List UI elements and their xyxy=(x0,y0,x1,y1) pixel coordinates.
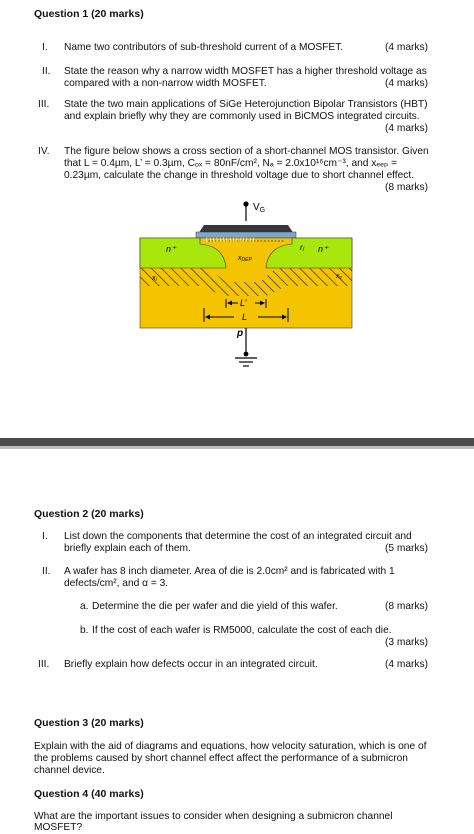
q1-item2-line2: compared with a non-narrow width MOSFET. xyxy=(64,78,267,89)
q1-item4-line2: that L = 0.4µm, L’ = 0.3µm, Cₒₓ = 80nF/cm², Nₐ = 2.0x10¹⁶cm⁻³, and xₑₑₚ = xyxy=(64,158,398,169)
n-plus-right-label: n⁺ xyxy=(318,244,328,254)
mosfet-cross-section-figure xyxy=(138,196,358,376)
xd-right-label: xₑ xyxy=(336,273,343,280)
q2-item2-line1: A wafer has 8 inch diameter. Area of die is 2.0cm² and is fabricated with 1 xyxy=(64,566,395,577)
q1-item3-line1: State the two main applications of SiGe Heterojunction Bipolar Transistors (HBT) xyxy=(64,99,428,110)
q1-item3-marks: (4 marks) xyxy=(384,123,428,134)
q1-item2-line1: State the reason why a narrow width MOSFET has a higher threshold voltage as xyxy=(64,66,427,77)
q1-item1-text: Name two contributors of sub-threshold current of a MOSFET. xyxy=(64,42,344,53)
xdep-label: xDEP xyxy=(238,255,252,263)
svg-text:I I I I I I I I I I I I I I I: I I I I I I I I I I I I I I I xyxy=(206,238,255,244)
q2-sub-b-number: b. xyxy=(80,625,89,636)
q2-sub-b-marks: (3 marks) xyxy=(384,637,428,648)
q2-heading: Question 2 (20 marks) xyxy=(34,508,144,520)
q1-item2-number: II. xyxy=(42,66,51,77)
xj-left-label: xⱼ xyxy=(152,275,157,282)
q2-item2-number: II. xyxy=(42,566,51,577)
gate-terminal-node xyxy=(243,201,248,206)
q2-sub-a-text: Determine the die per wafer and die yield of this wafer. xyxy=(92,601,338,612)
q4-heading: Question 4 (40 marks) xyxy=(34,788,144,800)
page-separator-shadow xyxy=(0,446,474,449)
q2-item1-number: I. xyxy=(42,531,48,542)
q2-item3-number: III. xyxy=(38,659,50,670)
q2-sub-a-marks: (8 marks) xyxy=(384,601,428,612)
q1-item1-marks: (4 marks) xyxy=(384,42,428,53)
l-prime-label: L’ xyxy=(240,298,247,308)
q1-item1-number: I. xyxy=(42,42,48,53)
l-label: L xyxy=(242,312,248,322)
channel-charge-marks xyxy=(206,238,255,244)
q2-item1-line1: List down the components that determine the cost of an integrated circuit and xyxy=(64,531,412,542)
ground-icon xyxy=(235,358,257,366)
n-plus-left-label: n⁺ xyxy=(166,244,176,254)
q2-sub-a-number: a. xyxy=(80,601,89,612)
q1-item4-marks: (8 marks) xyxy=(384,182,428,193)
q2-sub-b-text: If the cost of each wafer is RM5000, calculate the cost of each die. xyxy=(92,625,392,636)
q1-item3-number: III. xyxy=(38,99,50,110)
q1-item4-number: IV. xyxy=(38,146,50,157)
q1-item4-line1: The figure below shows a cross section of a short-channel MOS transistor. Given xyxy=(64,146,429,157)
q1-heading: Question 1 (20 marks) xyxy=(34,8,144,20)
q3-line1: Explain with the aid of diagrams and equations, how velocity saturation, which is one of xyxy=(34,741,427,752)
q2-item3-marks: (4 marks) xyxy=(384,659,428,670)
q2-item3-text: Briefly explain how defects occur in an integrated circuit. xyxy=(64,659,318,670)
q2-item1-line2: briefly explain each of them. xyxy=(64,543,191,554)
q2-item1-marks: (5 marks) xyxy=(384,543,428,554)
q3-heading: Question 3 (20 marks) xyxy=(34,717,144,729)
vg-label: $V_G$ xyxy=(253,202,266,214)
q3-line2: the problems caused by short channel effect affect the performance of a submicron xyxy=(34,753,408,764)
rj-label: rⱼ xyxy=(300,243,305,252)
q1-item2-marks: (4 marks) xyxy=(384,78,428,89)
p-label: p xyxy=(237,328,244,339)
q4-line2: MOSFET? xyxy=(34,822,83,833)
q4-line1: What are the important issues to consider when designing a submicron channel xyxy=(34,811,393,822)
page-separator xyxy=(0,438,474,446)
q2-item2-line2: defects/cm², and α = 3. xyxy=(64,578,169,589)
q1-item3-line2: and explain briefly why they are commonly used in BiCMOS integrated circuits. xyxy=(64,111,420,122)
q3-line3: channel device. xyxy=(34,765,105,776)
q1-item4-line3: 0.23µm, calculate the change in threshold voltage due to short channel effect. xyxy=(64,170,415,181)
